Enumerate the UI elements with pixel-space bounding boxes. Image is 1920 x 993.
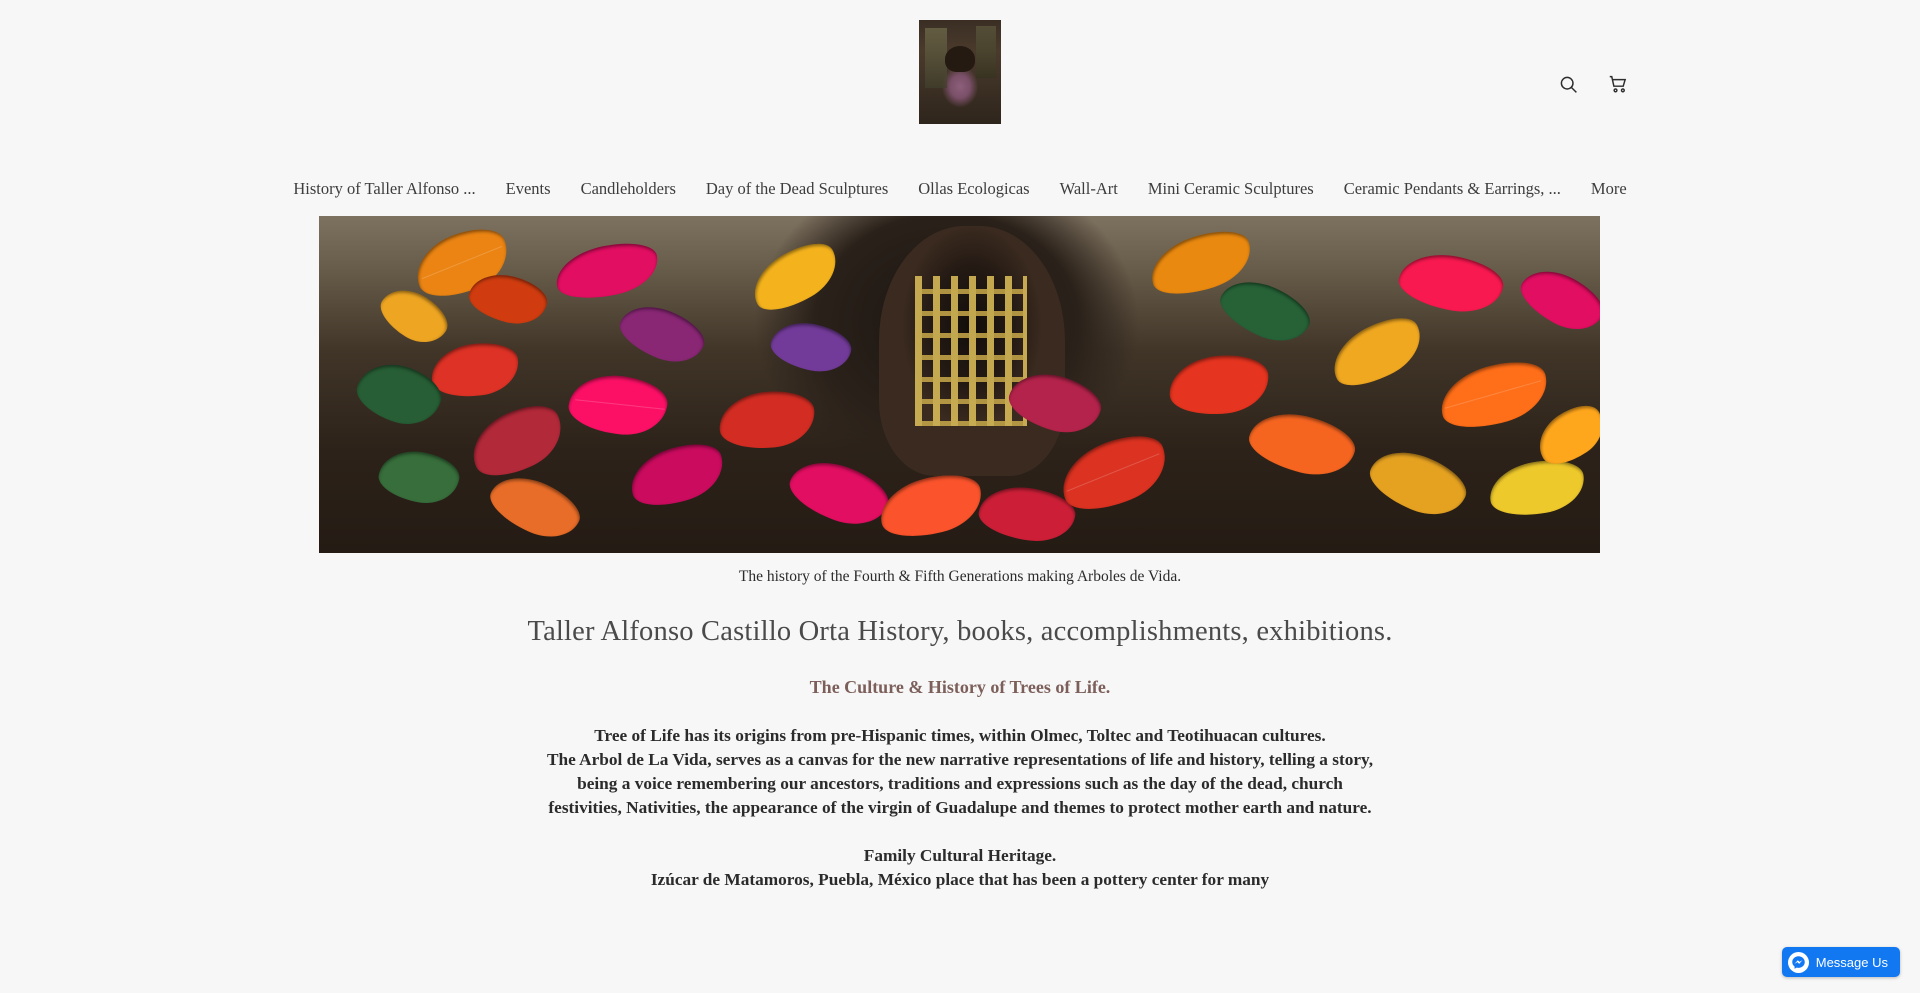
paragraph-origins: Tree of Life has its origins from pre-Hispanic times, within Olmec, Toltec and Teotihuacan cultures. (594, 726, 1326, 745)
nav-item-ceramic-pendants-earrings[interactable]: Ceramic Pendants & Earrings, ... (1343, 179, 1561, 198)
hero-artwork (319, 216, 1600, 553)
site-logo[interactable] (919, 20, 1001, 124)
message-us-button[interactable] (1782, 947, 1900, 977)
shopping-cart-icon[interactable] (1606, 72, 1630, 96)
site-header (0, 0, 1920, 172)
nav-item-more[interactable]: More (1590, 179, 1627, 198)
search-icon[interactable] (1556, 72, 1580, 96)
main-navigation (0, 168, 1920, 210)
message-us-label: Message Us (1815, 954, 1888, 970)
page-title: Taller Alfonso Castillo Orta History, books, accomplishments, exhibitions. (527, 616, 1393, 647)
nav-item-candleholders[interactable]: Candleholders (580, 179, 676, 198)
paragraph-family-heritage-heading: Family Cultural Heritage. (863, 846, 1057, 865)
paragraph-narrative: The Arbol de La Vida, serves as a canvas for the new narrative representations of life and history, telling a story, being a voice remembering our ancestors, traditions and expressions such as the day of the dead, church festivities, Nativities, the appearance of the virgin of Guadalupe and themes to protect mother earth and nature. (546, 750, 1374, 817)
messenger-icon (1788, 952, 1809, 973)
section-subheading: The Culture & History of Trees of Life. (809, 677, 1111, 697)
paragraph-izucar: Izúcar de Matamoros, Puebla, México place that has been a pottery center for many (650, 870, 1270, 889)
hero-image (319, 216, 1600, 553)
nav-item-events[interactable]: Events (505, 179, 551, 198)
intro-line: The history of the Fourth & Fifth Generations making Arboles de Vida. (738, 568, 1182, 585)
main-content (0, 568, 1920, 892)
header-icon-group (1556, 72, 1630, 96)
portrait-hair (945, 46, 975, 72)
nav-item-history[interactable]: History of Taller Alfonso ... (293, 179, 476, 198)
artist-portrait-image (919, 20, 1001, 124)
nav-item-day-of-the-dead-sculptures[interactable]: Day of the Dead Sculptures (705, 179, 889, 198)
nav-item-mini-ceramic-sculptures[interactable]: Mini Ceramic Sculptures (1147, 179, 1314, 198)
nav-item-ollas-ecologicas[interactable]: Ollas Ecologicas (918, 179, 1030, 198)
nav-item-wall-art[interactable]: Wall-Art (1059, 179, 1118, 198)
